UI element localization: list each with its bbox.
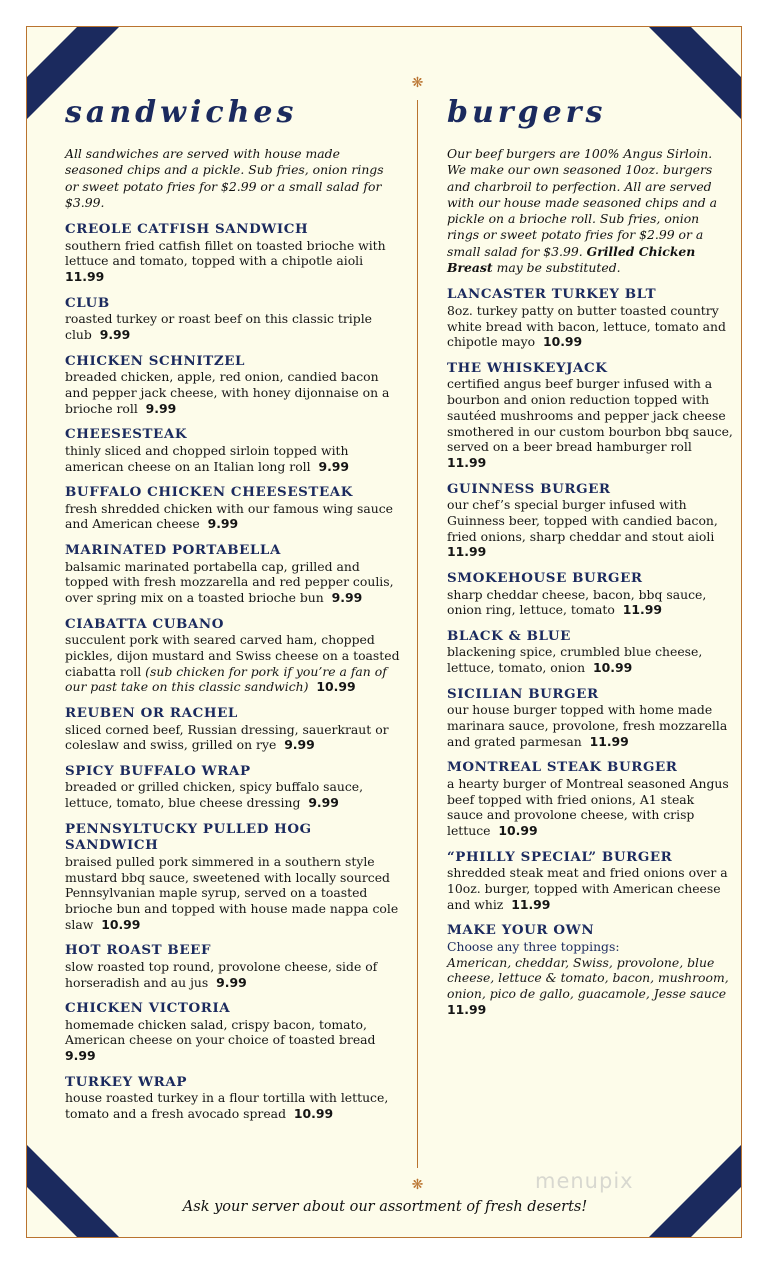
menu-item: [65, 1000, 400, 1064]
item-description: [447, 587, 733, 618]
item-price: 9.99: [318, 458, 350, 474]
column-divider: [417, 100, 418, 1168]
item-name: PENNSYLTUCKY PULLED HOG SANDWICH: [65, 820, 312, 854]
sandwiches-column: [65, 94, 400, 1132]
item-description: [65, 311, 400, 342]
item-price: 10.99: [593, 660, 633, 676]
burgers-intro-tail: may be substituted.: [496, 260, 621, 276]
item-price: 9.99: [145, 400, 177, 416]
make-your-own-toppings: [447, 955, 733, 1018]
item-description-text: fresh shredded chicken with our famous wing sauce and American cheese: [65, 500, 394, 532]
item-price: 9.99: [331, 590, 363, 606]
item-name: BUFFALO CHICKEN CHEESESTEAK: [65, 484, 354, 501]
item-name: REUBEN OR RACHEL: [65, 705, 238, 722]
item-description-text: 8oz. turkey patty on butter toasted country white bread with bacon, lettuce, tomato and chipotle mayo: [447, 302, 726, 350]
item-name: “PHILLY SPECIAL” BURGER: [447, 848, 673, 865]
menu-item: [65, 295, 400, 343]
item-price: 10.99: [498, 823, 538, 839]
item-name: CHICKEN SCHNITZEL: [65, 352, 246, 369]
item-description-text: breaded chicken, apple, red onion, candied bacon and pepper jack cheese, with honey dijonnaise on a brioche roll: [65, 369, 390, 416]
item-description-text: slow roasted top round, provolone cheese, side of horseradish and au jus: [65, 958, 378, 990]
item-description-text: thinly sliced and chopped sirloin topped with american cheese on an Italian long roll: [65, 442, 349, 474]
item-price: 9.99: [99, 327, 131, 342]
menu-item: [447, 286, 733, 350]
item-description-text: braised pulled pork simmered in a southern style mustard bbq sauce, sweetened with locally sourced Pennsylvanian maple syrup, served on a toasted brioche bun and topped with house made nappa cole slaw: [65, 853, 399, 932]
menu-item: [447, 849, 733, 913]
menu-item: [447, 570, 733, 618]
item-price: 10.99: [293, 1106, 334, 1122]
sandwiches-title: sandwiches: [65, 95, 298, 130]
toppings-list: American, cheddar, Swiss, provolone, blue cheese, lettuce & tomato, bacon, mushroom, onion, pico de gallo, guacamole, Jesse sauce: [447, 954, 729, 1001]
item-description-text: blackening spice, crumbled blue cheese, lettuce, tomato, onion: [447, 644, 703, 676]
item-price: 10.99: [316, 679, 356, 695]
menu-item: [65, 542, 400, 606]
burgers-title: burgers: [447, 95, 607, 130]
item-description-text: roasted turkey or roast beef on this classic triple club: [65, 311, 373, 342]
item-name: GUINNESS BURGER: [447, 480, 611, 497]
item-name: BLACK & BLUE: [447, 627, 571, 644]
burgers-intro: [447, 146, 733, 276]
item-description: [65, 632, 400, 695]
item-name: CREOLE CATFISH SANDWICH: [65, 221, 309, 238]
menu-item: [65, 221, 400, 285]
item-description-text: southern fried catfish fillet on toasted brioche with lettuce and tomato, topped with a chipotle aioli: [65, 237, 386, 269]
menu-item: [65, 616, 400, 695]
item-name: MARINATED PORTABELLA: [65, 542, 281, 559]
footer-note: Ask your server about our assortment of fresh deserts!: [182, 1199, 588, 1215]
item-description: [65, 854, 400, 933]
ornament-star-icon: ❋: [411, 1177, 424, 1193]
item-name: CHEESESTEAK: [65, 426, 188, 443]
item-description-text: homemade chicken salad, crispy bacon, tomato, American cheese on your choice of toasted bread: [65, 1016, 376, 1048]
item-price: 11.99: [447, 1001, 487, 1017]
item-price: 11.99: [511, 896, 551, 912]
item-description-text: balsamic marinated portabella cap, grilled and topped with fresh mozzarella and red pepper coulis, over spring mix on a toasted brioche bun: [65, 558, 394, 606]
item-price: 9.99: [308, 795, 339, 811]
item-description-text: sliced corned beef, Russian dressing, sauerkraut or coleslaw and swiss, grilled on rye: [65, 721, 389, 753]
item-description: [65, 779, 400, 810]
menu-item: [65, 942, 400, 990]
corner-ribbon-bottom-right: [645, 1141, 742, 1238]
menu-item: [65, 763, 400, 811]
item-price: 11.99: [447, 544, 487, 560]
item-price: 10.99: [101, 916, 141, 932]
menu-item: [65, 821, 400, 933]
burgers-column: [447, 94, 733, 1027]
item-description: [447, 865, 733, 912]
menu-item: [65, 426, 400, 474]
item-description-text: certified angus beef burger infused with a bourbon and onion reduction topped with sautéed mushrooms and pepper jack cheese smothered in our custom bourbon bbq sauce, served on a beer bread hamburger roll: [447, 376, 733, 455]
item-name: SMOKEHOUSE BURGER: [447, 570, 643, 587]
menu-item: [447, 686, 733, 750]
item-name: SPICY BUFFALO WRAP: [65, 762, 251, 779]
item-description: [65, 501, 400, 532]
menu-item: [65, 1074, 400, 1122]
burgers-intro-highlight: Grilled Chicken Breast: [447, 243, 696, 276]
burgers-intro-text: Our beef burgers are 100% Angus Sirloin. We make our own seasoned 10oz. burgers and charbroil to perfection. All are served with our house made seasoned chips and a pickle on a brioche roll. Sub fries, onion rings or sweet potato fries for $2.99 or a small salad for $3.99.: [447, 146, 717, 259]
item-price: 9.99: [284, 737, 315, 753]
item-description-text: breaded or grilled chicken, spicy buffalo sauce, lettuce, tomato, blue cheese dressing: [65, 779, 364, 811]
item-description: [65, 559, 400, 606]
watermark-logo: menupix: [535, 1169, 634, 1193]
item-description: [447, 644, 733, 675]
item-price: 11.99: [622, 602, 662, 618]
item-name: CLUB: [65, 294, 110, 311]
item-price: 9.99: [65, 1048, 96, 1064]
item-price: 11.99: [65, 269, 105, 285]
item-description-text: succulent pork with seared carved ham, chopped pickles, dijon mustard and Swiss cheese on a toasted ciabatta roll: [65, 632, 400, 679]
item-description: [447, 776, 733, 839]
corner-ribbon-bottom-left: [26, 1141, 123, 1238]
item-description: [65, 238, 400, 285]
item-description-text: sharp cheddar cheese, bacon, bbq sauce, onion ring, lettuce, tomato: [447, 586, 707, 618]
menu-item: [447, 360, 733, 471]
item-name: THE WHISKEYJACK: [447, 359, 608, 376]
item-description: [65, 1090, 400, 1121]
menu-item: [65, 484, 400, 532]
item-price: 11.99: [589, 733, 629, 749]
item-description-text: a hearty burger of Montreal seasoned Angus beef topped with fried onions, A1 steak sauce and provolone cheese, with crisp lettuce: [447, 775, 729, 839]
menu-item: [65, 353, 400, 417]
item-price: 9.99: [207, 516, 239, 532]
item-description-text: our house burger topped with home made marinara sauce, provolone, fresh mozzarella and grated parmesan: [447, 702, 728, 749]
menu-item: [65, 705, 400, 753]
make-your-own-item: [447, 922, 733, 1017]
item-description: [447, 376, 733, 470]
make-your-own-subtitle: Choose any three toppings:: [447, 938, 620, 954]
item-description-text: shredded steak meat and fried onions over a 10oz. burger, topped with American cheese and whiz: [447, 865, 728, 912]
item-price: 9.99: [216, 974, 247, 990]
item-description: [65, 959, 400, 990]
menu-item: [447, 628, 733, 676]
menu-item: [447, 481, 733, 560]
item-description: [65, 369, 400, 416]
item-name: CHICKEN VICTORIA: [65, 1000, 231, 1017]
item-price: 11.99: [447, 455, 487, 470]
item-name: CIABATTA CUBANO: [65, 615, 225, 632]
item-description-text: house roasted turkey in a flour tortilla with lettuce, tomato and a fresh avocado spread: [65, 1090, 389, 1122]
item-price: 10.99: [542, 334, 583, 350]
menu-sheet: [26, 26, 742, 1238]
item-description: [65, 443, 400, 474]
item-description: [65, 722, 400, 753]
item-description: [447, 702, 733, 749]
item-note: (sub chicken for pork if you’re a fan of our past take on this classic sandwich): [65, 663, 387, 695]
item-description: [447, 497, 733, 560]
menu-item: [447, 759, 733, 838]
item-description: [447, 303, 733, 350]
item-description: [65, 1017, 400, 1064]
item-name: TURKEY WRAP: [65, 1073, 188, 1090]
burger-list: [447, 286, 733, 912]
sandwiches-intro: All sandwiches are served with house made seasoned chips and a pickle. Sub fries, onion rings or sweet potato fries for $2.99 or a small salad for $3.99.: [65, 146, 384, 210]
item-name: MONTREAL STEAK BURGER: [447, 759, 678, 776]
item-description-text: our chef’s special burger infused with Guinness beer, topped with candied bacon, fried onions, sharp cheddar and stout aioli: [447, 497, 718, 544]
ornament-star-icon: ❋: [411, 75, 424, 91]
item-name: HOT ROAST BEEF: [65, 942, 212, 959]
item-name: MAKE YOUR OWN: [447, 922, 595, 939]
sandwich-list: [65, 221, 400, 1122]
item-name: LANCASTER TURKEY BLT: [447, 286, 657, 303]
item-name: SICILIAN BURGER: [447, 685, 599, 702]
